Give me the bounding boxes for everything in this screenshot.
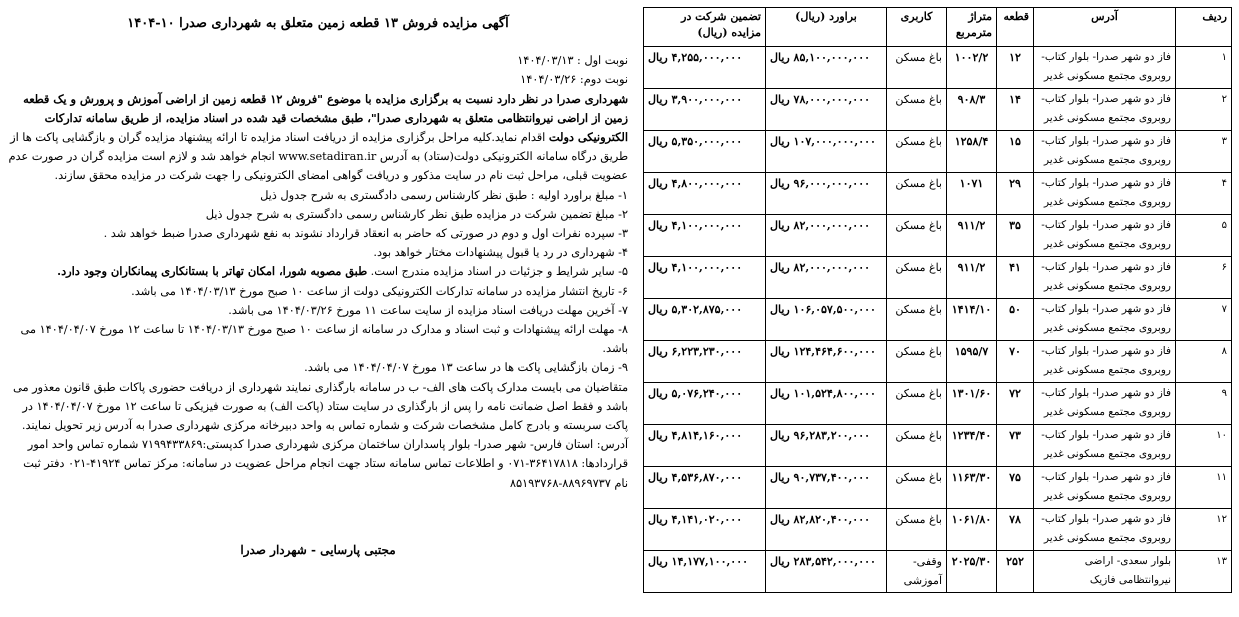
estimate-cell: ۸۵,۱۰۰,۰۰۰,۰۰۰ ریال: [766, 47, 887, 89]
deposit-cell: ۴,۱۰۰,۰۰۰,۰۰۰ ریال: [644, 215, 766, 257]
land-use-cell: باغ مسکن: [887, 47, 947, 89]
lot-cell: ۱۵: [997, 131, 1034, 173]
lots-table: [643, 7, 1232, 593]
estimate-cell: ۹۶,۰۰۰,۰۰۰,۰۰۰ ریال: [766, 173, 887, 215]
table-row: [644, 215, 1232, 257]
land-use-cell: باغ مسکن: [887, 425, 947, 467]
address-cell: بلوار سعدی- اراضی نیروانتظامی فازیک: [1034, 551, 1176, 593]
lot-cell: ۵۰: [997, 299, 1034, 341]
row-index-cell: ۱۳: [1176, 551, 1232, 593]
area-cell: ۱۲۳۴/۴۰: [947, 425, 997, 467]
address-cell: فاز دو شهر صدرا- بلوار کتاب- روبروی مجتمع مسکونی غدیر: [1034, 341, 1176, 383]
land-use-cell: باغ مسکن: [887, 341, 947, 383]
table-row: [644, 47, 1232, 89]
land-use-cell: باغ مسکن: [887, 89, 947, 131]
table-row: [644, 257, 1232, 299]
condition-item-5: [8, 262, 628, 281]
contact-address: آدرس: استان فارس- شهر صدرا- بلوار پاسداران ساختمان مرکزی شهرداری صدرا کدپستی:۷۱۹۹۴۳۳۸۶۹ شماره تماس واحد امور قراردادها: ۳۶۴۱۷۸۱۸-۰۷۱ و اطلاعات تماس سامانه ستاد جهت انجام مراحل عضویت در سامانه: مرکز تماس ۴۱۹۲۴-۰۲۱ دفتر ثبت نام ۸۸۹۶۹۷۳۷-۸۵۱۹۳۷۶۸: [23, 438, 628, 490]
land-use-cell: باغ مسکن: [887, 215, 947, 257]
address-cell: فاز دو شهر صدرا- بلوار کتاب- روبروی مجتمع مسکونی غدیر: [1034, 173, 1176, 215]
land-use-cell: باغ مسکن: [887, 257, 947, 299]
intro-bold-text: شهرداری صدرا در نظر دارد نسبت به برگزاری مزایده با موضوع "فروش ۱۲ قطعه زمین از اراضی آموزش و پرورش و یک قطعه زمین از اراضی نیروانتظامی متعلق به شهرداری صدرا"، طبق مشخصات قید شده در اسناد مزایده، از طریق سامانه تدارکات الکترونیکی دولت: [23, 91, 628, 145]
table-row: [644, 341, 1232, 383]
row-index-cell: ۳: [1176, 131, 1232, 173]
deposit-cell: ۶,۲۲۳,۲۳۰,۰۰۰ ریال: [644, 341, 766, 383]
area-cell: ۲۰۲۵/۳۰: [947, 551, 997, 593]
lot-cell: ۷۸: [997, 509, 1034, 551]
condition-item: ۴- شهرداری در رد یا قبول پیشنهادات مختار خواهد بود.: [373, 246, 628, 260]
deposit-cell: ۱۴,۱۷۷,۱۰۰,۰۰۰ ریال: [644, 551, 766, 593]
address-cell: فاز دو شهر صدرا- بلوار کتاب- روبروی مجتمع مسکونی غدیر: [1034, 257, 1176, 299]
area-cell: ۱۵۹۵/۷: [947, 341, 997, 383]
lot-cell: ۲۵۲: [997, 551, 1034, 593]
item5-bold-text: طبق مصوبه شورا، امکان تهاتر با بستانکاری پیمانکاران وجود دارد.: [57, 264, 368, 279]
table-row: [644, 425, 1232, 467]
condition-item: ۹- زمان بازگشایی پاکت ها در ساعت ۱۳ مورخ ۱۴۰۴/۰۴/۰۷ می باشد.: [304, 361, 628, 375]
lot-cell: ۷۵: [997, 467, 1034, 509]
address-cell: فاز دو شهر صدرا- بلوار کتاب- روبروی مجتمع مسکونی غدیر: [1034, 131, 1176, 173]
row-index-cell: ۱: [1176, 47, 1232, 89]
land-use-cell: باغ مسکن: [887, 173, 947, 215]
table-row: [644, 383, 1232, 425]
lot-cell: ۴۱: [997, 257, 1034, 299]
lot-cell: ۳۵: [997, 215, 1034, 257]
condition-item: ۳- سپرده نفرات اول و دوم در صورتی که حاضر به انعقاد قرارداد نشوند به نفع شهرداری صدرا ضبط خواهد شد .: [103, 227, 628, 241]
row-index-cell: ۷: [1176, 299, 1232, 341]
condition-item: ۷- آخرین مهلت دریافت اسناد مزایده از سایت ساعت ۱۱ مورخ ۱۴۰۴/۰۳/۲۶ می باشد.: [228, 303, 628, 317]
header-address: آدرس: [1034, 8, 1176, 47]
deposit-cell: ۴,۱۰۰,۰۰۰,۰۰۰ ریال: [644, 257, 766, 299]
address-cell: فاز دو شهر صدرا- بلوار کتاب- روبروی مجتمع مسکونی غدیر: [1034, 509, 1176, 551]
row-index-cell: ۹: [1176, 383, 1232, 425]
row-index-cell: ۱۱: [1176, 467, 1232, 509]
table-row: [644, 131, 1232, 173]
row-index-cell: ۱۲: [1176, 509, 1232, 551]
deposit-cell: ۳,۹۰۰,۰۰۰,۰۰۰ ریال: [644, 89, 766, 131]
row-index-cell: ۴: [1176, 173, 1232, 215]
estimate-cell: ۹۰,۷۳۷,۴۰۰,۰۰۰ ریال: [766, 467, 887, 509]
estimate-cell: ۹۶,۲۸۳,۲۰۰,۰۰۰ ریال: [766, 425, 887, 467]
estimate-cell: ۱۲۴,۴۶۴,۶۰۰,۰۰۰ ریال: [766, 341, 887, 383]
lot-cell: ۱۴: [997, 89, 1034, 131]
address-cell: فاز دو شهر صدرا- بلوار کتاب- روبروی مجتمع مسکونی غدیر: [1034, 47, 1176, 89]
area-cell: ۱۰۷۱: [947, 173, 997, 215]
lot-cell: ۷۲: [997, 383, 1034, 425]
deposit-cell: ۵,۰۷۶,۲۴۰,۰۰۰ ریال: [644, 383, 766, 425]
deposit-cell: ۴,۵۳۶,۸۷۰,۰۰۰ ریال: [644, 467, 766, 509]
row-index-cell: ۵: [1176, 215, 1232, 257]
deposit-cell: ۴,۸۰۰,۰۰۰,۰۰۰ ریال: [644, 173, 766, 215]
round-one-date: نوبت اول : ۱۴۰۴/۰۳/۱۳: [517, 54, 628, 68]
deposit-cell: ۴,۸۱۴,۱۶۰,۰۰۰ ریال: [644, 425, 766, 467]
address-cell: فاز دو شهر صدرا- بلوار کتاب- روبروی مجتمع مسکونی غدیر: [1034, 89, 1176, 131]
address-cell: فاز دو شهر صدرا- بلوار کتاب- روبروی مجتمع مسکونی غدیر: [1034, 383, 1176, 425]
area-cell: ۱۰۶۱/۸۰: [947, 509, 997, 551]
row-index-cell: ۲: [1176, 89, 1232, 131]
header-lot: قطعه: [997, 8, 1034, 47]
estimate-cell: ۱۰۷,۰۰۰,۰۰۰,۰۰۰ ریال: [766, 131, 887, 173]
area-cell: ۹۱۱/۲: [947, 257, 997, 299]
intro-text: اقدام نماید.کلیه مراحل برگزاری مزایده از دریافت اسناد مزایده تا ارائه پیشنهاد مزایده گران و بازگشایی پاکت ها از طریق درگاه سامانه الکترونیکی دولت(ستاد) به آدرس www.setadiran.ir انجام خواهد شد و لازم است مزایده گران در صورت عدم عضویت قبلی، مراحل ثبت نام در سایت مذکور و دریافت گواهی امضای الکترونیکی را جهت شرکت در مزایده محقق سازند.: [8, 131, 628, 183]
row-index-cell: ۶: [1176, 257, 1232, 299]
deposit-cell: ۴,۲۵۵,۰۰۰,۰۰۰ ریال: [644, 47, 766, 89]
area-cell: ۱۴۱۴/۱۰: [947, 299, 997, 341]
area-cell: ۱۱۶۳/۳۰: [947, 467, 997, 509]
mayor-signature: مجتبی پارسایی - شهردار صدرا: [240, 542, 396, 557]
item5-text: ۵- سایر شرایط و جزئیات در اسناد مزایده مندرج است.: [370, 265, 628, 279]
deposit-cell: ۵,۳۵۰,۰۰۰,۰۰۰ ریال: [644, 131, 766, 173]
estimate-cell: ۷۸,۰۰۰,۰۰۰,۰۰۰ ریال: [766, 89, 887, 131]
deposit-cell: ۴,۱۴۱,۰۲۰,۰۰۰ ریال: [644, 509, 766, 551]
land-use-cell: باغ مسکن: [887, 299, 947, 341]
condition-item: ۱- مبلغ براورد اولیه : طبق نظر کارشناس رسمی دادگستری به شرح جدول ذیل: [260, 188, 628, 202]
table-row: [644, 299, 1232, 341]
header-deposit: تضمین شرکت در مزایده (ریال): [644, 8, 766, 47]
row-index-cell: ۱۰: [1176, 425, 1232, 467]
round-two-date: نوبت دوم: ۱۴۰۴/۰۳/۲۶: [520, 73, 628, 87]
lot-cell: ۱۲: [997, 47, 1034, 89]
lot-cell: ۷۳: [997, 425, 1034, 467]
deposit-cell: ۵,۳۰۲,۸۷۵,۰۰۰ ریال: [644, 299, 766, 341]
estimate-cell: ۲۸۳,۵۴۲,۰۰۰,۰۰۰ ریال: [766, 551, 887, 593]
area-cell: ۹۱۱/۲: [947, 215, 997, 257]
row-index-cell: ۸: [1176, 341, 1232, 383]
estimate-cell: ۸۲,۸۲۰,۴۰۰,۰۰۰ ریال: [766, 509, 887, 551]
table-row: [644, 173, 1232, 215]
estimate-cell: ۱۰۶,۰۵۷,۵۰۰,۰۰۰ ریال: [766, 299, 887, 341]
table-row: [644, 509, 1232, 551]
lot-cell: ۲۹: [997, 173, 1034, 215]
land-use-cell: باغ مسکن: [887, 509, 947, 551]
land-use-cell: وقفی- آموزشی: [887, 551, 947, 593]
area-cell: ۱۳۰۱/۶۰: [947, 383, 997, 425]
area-cell: ۱۲۵۸/۴: [947, 131, 997, 173]
header-area: متراژ مترمربع: [947, 8, 997, 47]
address-cell: فاز دو شهر صدرا- بلوار کتاب- روبروی مجتمع مسکونی غدیر: [1034, 215, 1176, 257]
table-row: [644, 89, 1232, 131]
area-cell: ۱۰۰۲/۲: [947, 47, 997, 89]
land-use-cell: باغ مسکن: [887, 383, 947, 425]
address-cell: فاز دو شهر صدرا- بلوار کتاب- روبروی مجتمع مسکونی غدیر: [1034, 425, 1176, 467]
land-use-cell: باغ مسکن: [887, 131, 947, 173]
estimate-cell: ۸۲,۰۰۰,۰۰۰,۰۰۰ ریال: [766, 215, 887, 257]
auction-notice: [8, 8, 628, 560]
condition-item: ۸- مهلت ارائه پیشنهادات و ثبت اسناد و مدارک در سامانه از ساعت ۱۰ صبح مورخ ۱۴۰۴/۰۳/۱۳ تا ساعت ۱۲ مورخ ۱۴۰۴/۰۴/۰۷ می باشد.: [20, 323, 628, 356]
estimate-cell: ۸۲,۰۰۰,۰۰۰,۰۰۰ ریال: [766, 257, 887, 299]
address-cell: فاز دو شهر صدرا- بلوار کتاب- روبروی مجتمع مسکونی غدیر: [1034, 467, 1176, 509]
applicants-paragraph: متقاضیان می بایست مدارک پاکت های الف- ب در سامانه بارگذاری نمایند شهرداری از دریافت حضوری پاکات طبق قانون معذور می باشد و فقط اصل ضمانت نامه را پس از بارگذاری در سایت ستاد (پاکت الف) به صورت فیزیکی تا ساعت ۱۲ مورخ ۱۴۰۴/۰۴/۰۷ در پاکت سربسته و بادرج کامل مشخصات شرکت و شماره تماس به واحد دبیرخانه مرکزی شهرداری صدرا به آدرس زیر تحویل نمایند.: [13, 380, 628, 433]
condition-item: ۲- مبلغ تضمین شرکت در مزایده طبق نظر کارشناس رسمی دادگستری به شرح جدول ذیل: [205, 207, 628, 221]
area-cell: ۹۰۸/۳: [947, 89, 997, 131]
header-estimate: براورد (ریال): [766, 8, 887, 47]
condition-item: ۶- تاریخ انتشار مزایده در سامانه تدارکات الکترونیکی دولت از ساعت ۱۰ صبح مورخ ۱۴۰۴/۰۳/۱۳ می باشد.: [131, 284, 628, 298]
land-use-cell: باغ مسکن: [887, 467, 947, 509]
header-use: کاربری: [887, 8, 947, 47]
table-header-row: [644, 8, 1232, 47]
header-idx: ردیف: [1176, 8, 1232, 47]
intro-paragraph: [8, 90, 628, 186]
table-row: [644, 467, 1232, 509]
estimate-cell: ۱۰۱,۵۲۴,۸۰۰,۰۰۰ ریال: [766, 383, 887, 425]
lots-table-container: [643, 7, 1231, 593]
address-cell: فاز دو شهر صدرا- بلوار کتاب- روبروی مجتمع مسکونی غدیر: [1034, 299, 1176, 341]
notice-title: آگهی مزایده فروش ۱۳ قطعه زمین متعلق به شهرداری صدرا ۱۰-۱۴۰۴: [127, 16, 509, 31]
lot-cell: ۷۰: [997, 341, 1034, 383]
table-row: [644, 551, 1232, 593]
lots-table-body: [644, 47, 1232, 593]
